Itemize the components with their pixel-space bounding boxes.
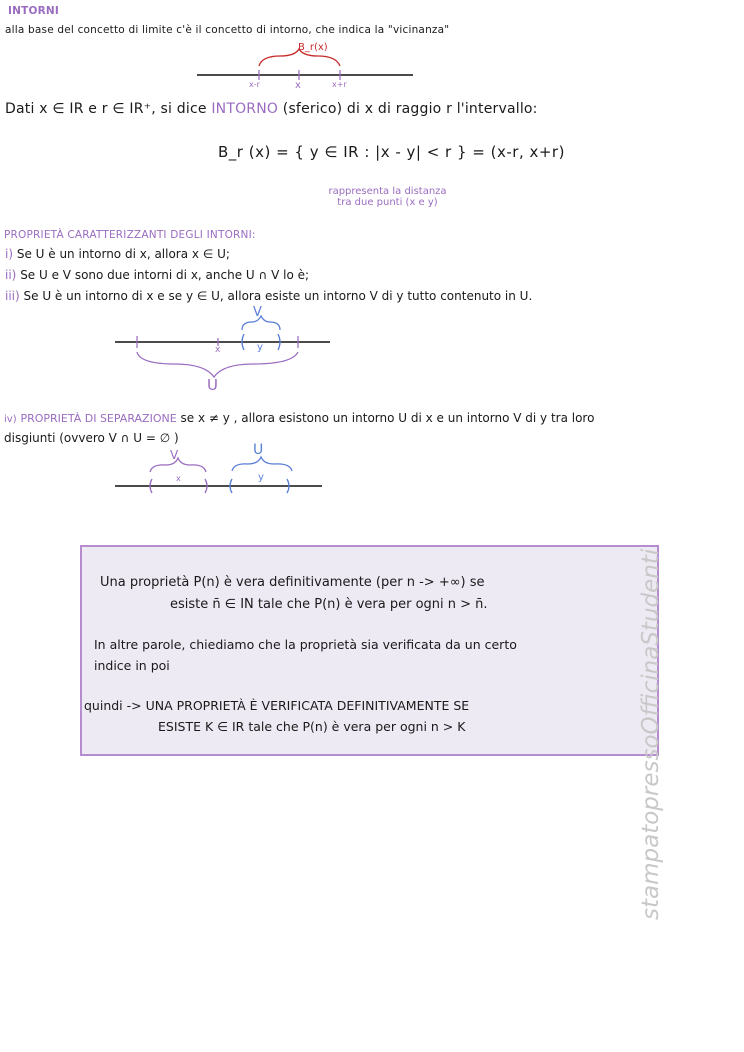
brace-u-2 — [137, 352, 298, 377]
separation-line — [4, 411, 594, 425]
property-3-text: Se U è un intorno di x e se y ∈ U, allora esiste un intorno V di y tutto contenuto in U. — [23, 289, 533, 303]
definitively-box — [80, 545, 659, 756]
diagram1-tick-right-label: x+r — [332, 80, 347, 89]
formula: B_r (x) = { y ∈ IR : |x - y| < r } = (x-r, x+r) — [218, 143, 565, 161]
separation-text2: disgiunti (ovvero V ∩ U = ∅ ) — [4, 431, 179, 445]
property-3 — [5, 289, 532, 303]
properties-title: PROPRIETÀ CARATTERIZZANTI DEGLI INTORNI: — [4, 229, 256, 241]
definition-suffix: (sferico) di x di raggio r l'intervallo: — [282, 101, 538, 117]
diagram3-y-label: y — [258, 472, 264, 483]
box-line-1: Una proprietà P(n) è vera definitivamente (per n -> +∞) se — [100, 575, 485, 590]
diagram3-x-label: x — [176, 474, 181, 483]
diagram1-tick-left-label: x-r — [249, 80, 260, 89]
separation-title: PROPRIETÀ DI SEPARAZIONE — [20, 412, 177, 425]
property-2 — [5, 268, 309, 282]
box-line-4: indice in poi — [94, 658, 170, 673]
property-1 — [5, 247, 230, 261]
section-title: INTORNI — [8, 5, 59, 17]
box-line-6: ESISTE K ∈ IR tale che P(n) è vera per ogni n > K — [158, 719, 466, 734]
diagram2-v-label: V — [253, 305, 262, 320]
definition-keyword: INTORNO — [211, 101, 279, 117]
diagram2-x-label: x — [215, 345, 221, 355]
watermark: stampatopressoOfficinaStudenti — [638, 548, 664, 920]
diagram3-u-label: U — [253, 442, 264, 458]
definition-prefix: Dati x ∈ IR e r ∈ IR⁺, si dice — [5, 101, 207, 117]
box-line-5: quindi -> UNA PROPRIETÀ È VERIFICATA DEFINITIVAMENTE SE — [84, 698, 470, 713]
diagram1-tick-mid-label: x — [295, 80, 301, 91]
brace-u-3 — [232, 457, 292, 471]
property-1-num: i) — [5, 247, 14, 261]
formula-note-line1: rappresenta la distanza — [328, 186, 447, 197]
separation-text: se x ≠ y , allora esistono un intorno U di x e un intorno V di y tra loro — [180, 411, 595, 425]
box-line-3: In altre parole, chiediamo che la proprietà sia verificata da un certo — [94, 637, 517, 652]
property-1-text: Se U è un intorno di x, allora x ∈ U; — [16, 247, 230, 261]
formula-note-line2: tra due punti (x e y) — [337, 197, 438, 208]
formula-note — [300, 186, 475, 208]
separation-num: iv) — [4, 414, 17, 425]
intro-line: alla base del concetto di limite c'è il concetto di intorno, che indica la "vicinanza" — [5, 24, 450, 36]
box-line-2: esiste n̄ ∈ IN tale che P(n) è vera per ogni n > n̄. — [170, 597, 488, 612]
property-2-num: ii) — [5, 268, 17, 282]
diagram3-v-label: V — [170, 448, 179, 462]
diagram1-br-label: B_r(x) — [298, 42, 328, 53]
property-3-num: iii) — [5, 289, 20, 303]
diagram2-u-label: U — [207, 376, 218, 394]
property-2-text: Se U e V sono due intorni di x, anche U ∩ V lo è; — [20, 268, 310, 282]
definition-line — [5, 101, 538, 117]
diagram2-y-label: y — [257, 342, 263, 353]
